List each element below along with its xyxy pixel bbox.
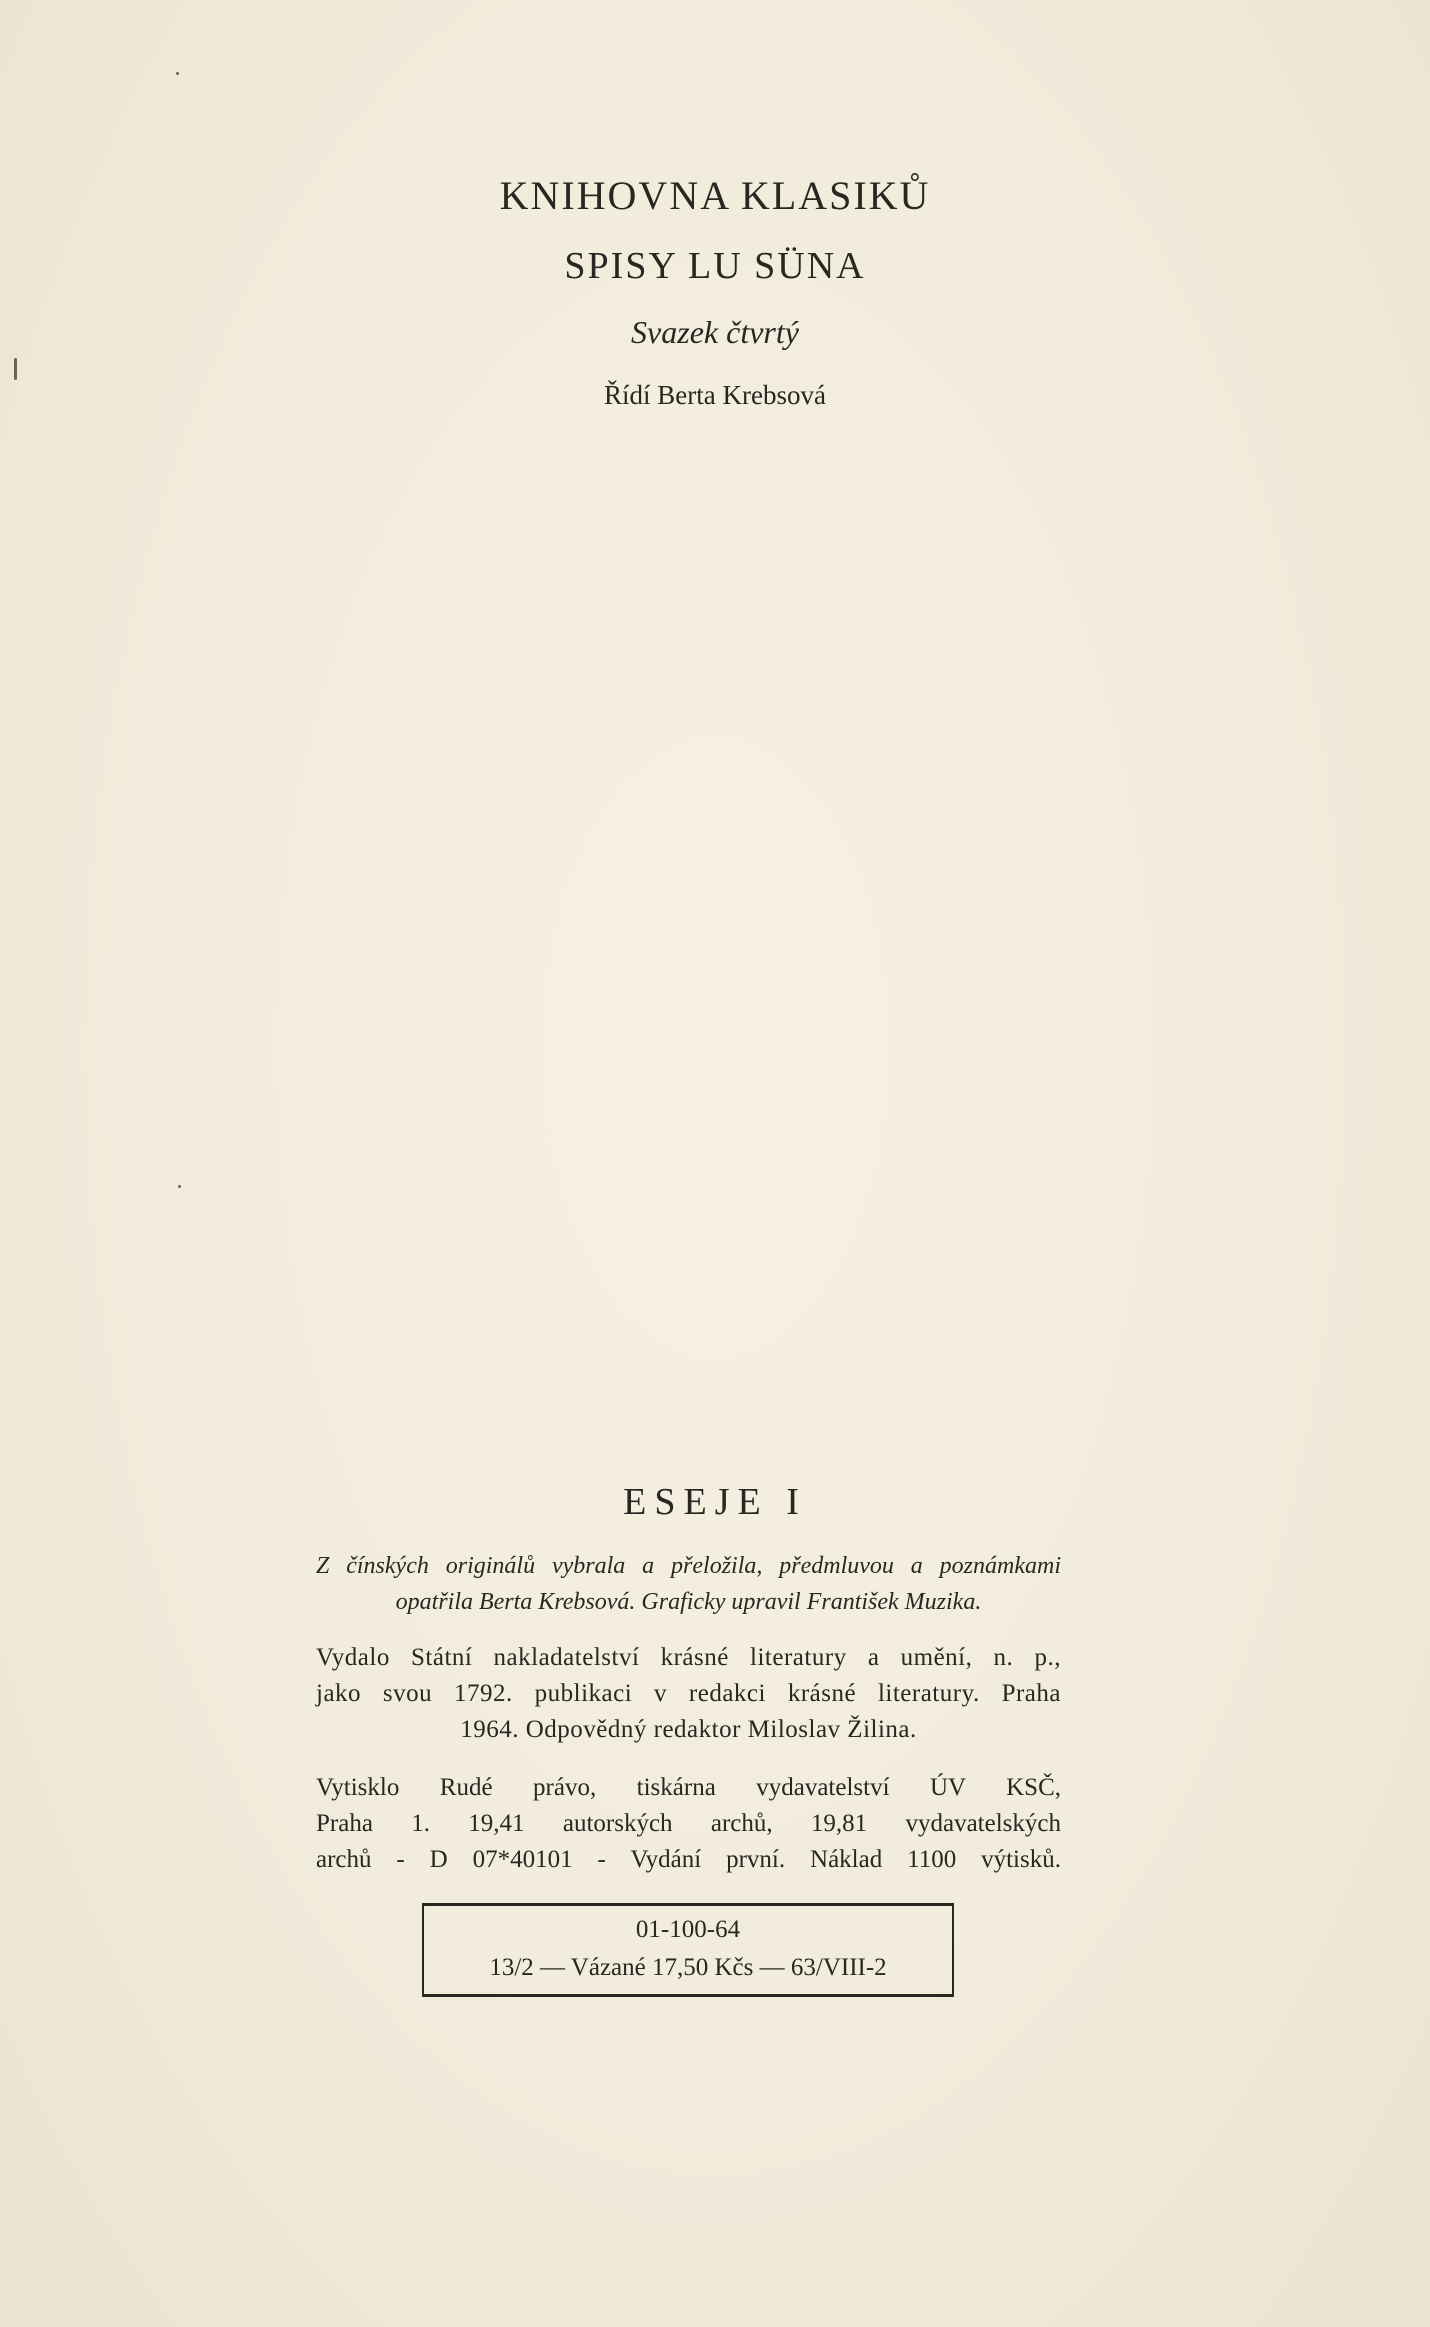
collection-title: SPISY LU SÜNA (564, 245, 866, 287)
price-line: 13/2 — Vázané 17,50 Kčs — 63/VIII-2 (489, 1954, 887, 1981)
printer-paragraph (316, 1770, 1061, 1878)
printer-line: archů - D 07*40101 - Vydání první. Náklad 1100 výtisků. (316, 1846, 1061, 1873)
series-editor: Řídí Berta Krebsová (604, 380, 826, 410)
paper-speck (178, 1185, 181, 1188)
work-title: ESEJE I (623, 1481, 807, 1523)
publisher-line: 1964. Odpovědný redaktor Miloslav Žilina. (460, 1716, 917, 1743)
publisher-line: Vydalo Státní nakladatelství krásné literatury a umění, n. p., (316, 1644, 1061, 1671)
printer-line: Praha 1. 19,41 autorských archů, 19,81 vydavatelských (316, 1810, 1061, 1837)
publisher-line: jako svou 1792. publikaci v redakci krásné literatury. Praha (316, 1680, 1061, 1707)
price-box (422, 1903, 954, 1997)
paper-speck (14, 358, 17, 380)
credits-line: Z čínských originálů vybrala a přeložila, předmluvou a poznámkami (316, 1553, 1061, 1579)
paper-speck (176, 72, 179, 75)
credits-line: opatřila Berta Krebsová. Graficky upravil František Muzika. (395, 1589, 982, 1615)
volume-label: Svazek čtvrtý (631, 314, 799, 350)
catalog-code: 01-100-64 (635, 1916, 741, 1943)
publisher-paragraph (316, 1640, 1061, 1748)
credits-paragraph (316, 1548, 1061, 1620)
printer-line: Vytisklo Rudé právo, tiskárna vydavatelství ÚV KSČ, (316, 1774, 1061, 1801)
series-title: KNIHOVNA KLASIKŮ (499, 173, 931, 218)
